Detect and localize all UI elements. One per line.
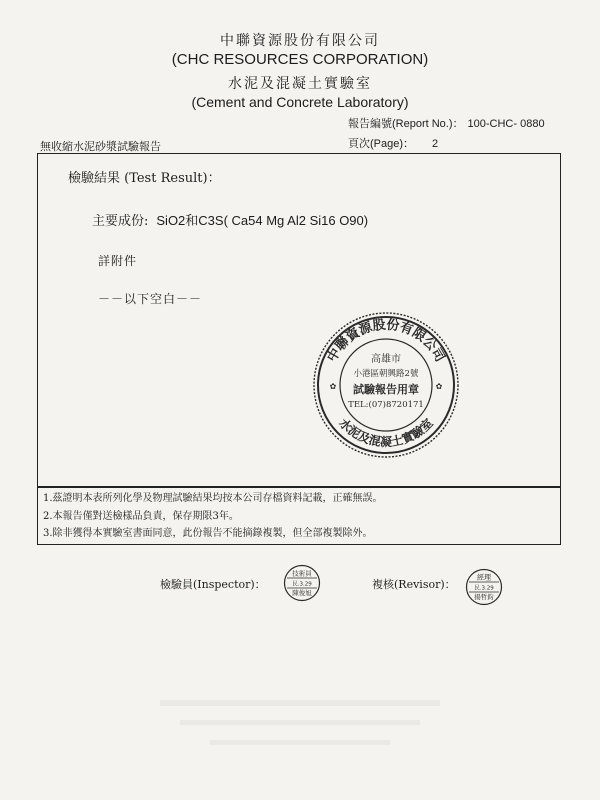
report-number-label: 報告編號(Report No.)： <box>348 118 464 130</box>
notes-list <box>43 490 383 543</box>
seal-line-2: 小港區朝興路2號 <box>353 369 419 379</box>
seal-line-3: 試驗報告用章 <box>353 383 419 396</box>
seal-line-4: TEL:(07)8720171 <box>348 400 424 410</box>
page-number <box>348 135 438 151</box>
revisor-stamp <box>465 568 503 606</box>
inspector-stamp-title: 技術員 <box>292 569 312 578</box>
result-frame <box>37 153 561 545</box>
inspector-stamp-name: 陳俊旭 <box>292 589 312 597</box>
seal-outer-path: 中聯資源股份有限公司 <box>324 317 448 365</box>
inspector-stamp <box>283 564 321 602</box>
company-name-zh: 中聯資源股份有限公司 <box>220 33 380 49</box>
blank-below-line: －－以下空白－－ <box>98 292 203 306</box>
lab-name-zh: 水泥及混凝土實驗室 <box>228 76 372 92</box>
notes-divider <box>38 486 560 488</box>
page-number-value: 2 <box>432 138 439 150</box>
seal-ornament-right: ✿ <box>435 382 443 391</box>
seal-line-1: 高雄市 <box>371 354 401 365</box>
bleed-through-shadow <box>150 690 450 770</box>
note-item: 3.除非獲得本實驗室書面同意，此份報告不能摘錄複製，但全部複製除外。 <box>43 528 373 539</box>
seal-bottom-path: 水泥及混凝土實驗室 <box>336 415 436 449</box>
composition-label: 主要成份: <box>92 214 149 229</box>
revisor-label: 複核(Revisor)： <box>372 578 456 591</box>
revisor-stamp-title: 經理 <box>477 573 491 582</box>
document-title: 無收縮水泥砂漿試驗報告 <box>40 140 161 153</box>
note-item: 2.本報告僅對送檢樣品負責，保存期限3年。 <box>43 510 239 522</box>
company-name-en: (CHC RESOURCES CORPORATION) <box>171 51 429 68</box>
revisor-stamp-date: 民.3.29 <box>474 585 494 592</box>
attachment-note: 詳附件 <box>98 254 138 268</box>
composition-value: SiO2和C3S( Ca54 Mg Al2 Si16 O90) <box>156 213 369 228</box>
composition <box>92 210 368 229</box>
seal-ornament-left: ✿ <box>329 382 337 391</box>
page-number-label: 頁次(Page)： <box>348 138 415 150</box>
test-result-label: 檢驗結果 (Test Result)： <box>68 171 221 186</box>
inspector-label: 檢驗員(Inspector)： <box>160 578 266 591</box>
company-seal <box>311 310 461 460</box>
revisor-stamp-name: 揚哲鈞 <box>474 593 494 601</box>
inspector-stamp-date: 民.3.29 <box>292 581 312 588</box>
note-item: 1.茲證明本表所列化學及物理試驗結果均按本公司存檔資料記載，正確無誤。 <box>43 493 383 504</box>
lab-name-en: (Cement and Concrete Laboratory) <box>191 94 409 110</box>
report-number <box>348 115 545 131</box>
report-number-value: 100-CHC- 0880 <box>467 118 545 130</box>
